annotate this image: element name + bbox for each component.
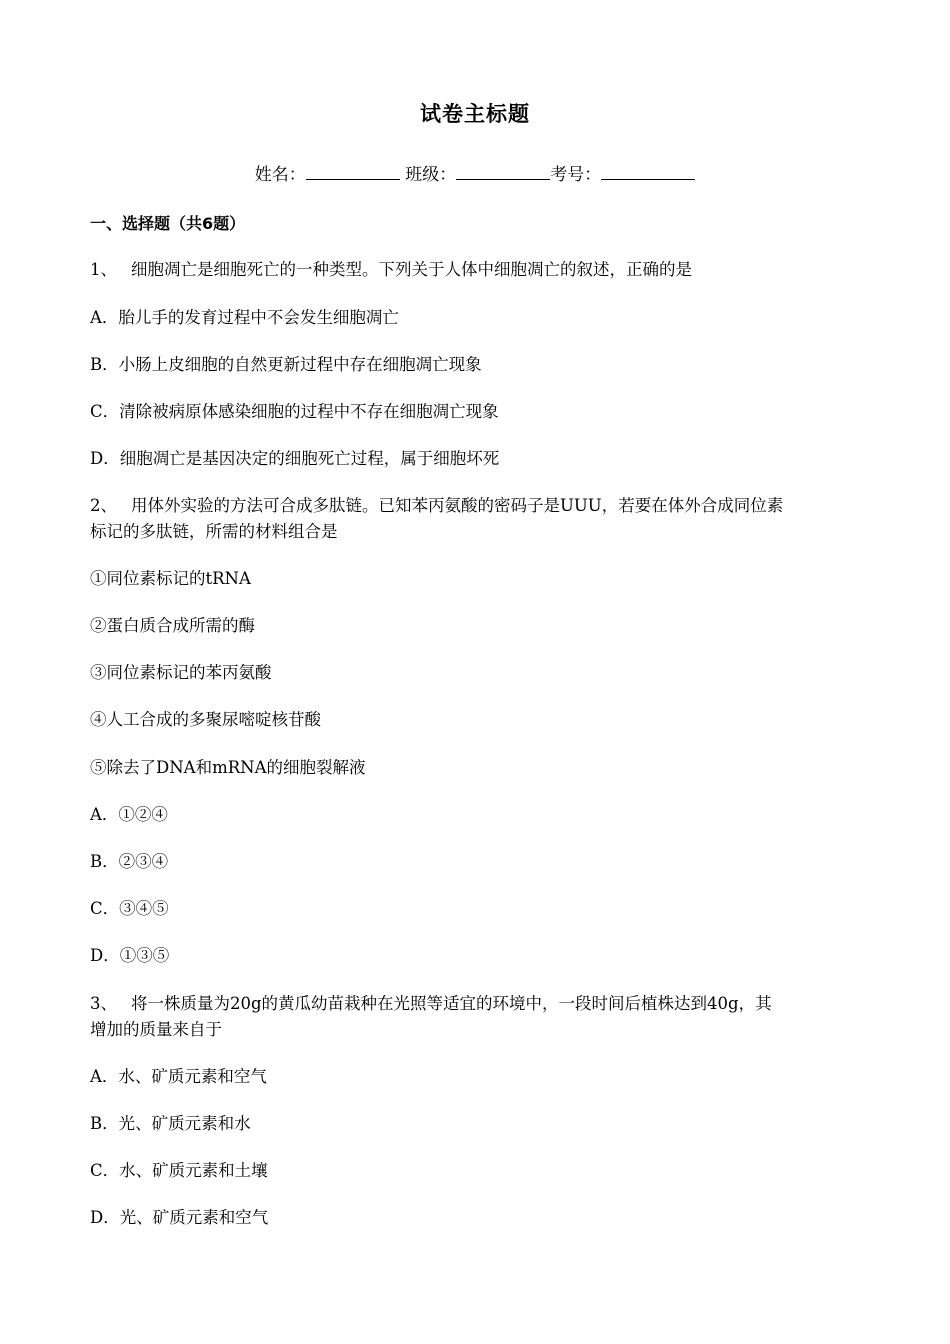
question-3-option-c[interactable]: C．水、矿质元素和土壤	[90, 1161, 268, 1180]
question-number: 1、	[90, 260, 117, 279]
question-2-item-3: ③同位素标记的苯丙氨酸	[90, 663, 272, 682]
exam-no-blank[interactable]	[601, 165, 695, 180]
question-1-option-d[interactable]: D．细胞凋亡是基因决定的细胞死亡过程，属于细胞坏死	[90, 449, 500, 468]
question-1-stem	[90, 257, 865, 283]
name-label: 姓名：	[254, 165, 306, 185]
name-blank[interactable]	[306, 165, 400, 180]
question-3-option-a[interactable]: A．水、矿质元素和空气	[90, 1067, 267, 1086]
class-label: 班级：	[405, 165, 457, 185]
section-heading: 一、选择题（共6题）	[90, 214, 246, 233]
question-text: 将一株质量为20g的黄瓜幼苗栽种在光照等适宜的环境中，一段时间后植株达到40g，其	[131, 994, 772, 1013]
question-3-stem-line-1	[90, 991, 865, 1017]
question-2-item-1: ①同位素标记的tRNA	[90, 569, 251, 588]
student-info-row	[0, 160, 950, 185]
question-2-option-b[interactable]: B．②③④	[90, 852, 169, 871]
question-2-stem-line-2: 标记的多肽链，所需的材料组合是	[90, 522, 338, 541]
question-2-option-c[interactable]: C．③④⑤	[90, 899, 169, 918]
class-blank[interactable]	[456, 165, 550, 180]
question-2-option-d[interactable]: D．①③⑤	[90, 946, 170, 965]
question-text: 细胞凋亡是细胞死亡的一种类型。下列关于人体中细胞凋亡的叙述，正确的是	[131, 260, 692, 279]
question-3-option-d[interactable]: D．光、矿质元素和空气	[90, 1208, 269, 1227]
question-3-option-b[interactable]: B．光、矿质元素和水	[90, 1114, 251, 1133]
question-3-stem-line-2: 增加的质量来自于	[90, 1020, 222, 1039]
question-2-stem-line-1	[90, 493, 865, 519]
question-2-item-2: ②蛋白质合成所需的酶	[90, 616, 255, 635]
page-title: 试卷主标题	[420, 102, 530, 126]
question-2-item-5: ⑤除去了DNA和mRNA的细胞裂解液	[90, 758, 366, 777]
question-1-option-c[interactable]: C．清除被病原体感染细胞的过程中不存在细胞凋亡现象	[90, 402, 499, 421]
question-1-option-a[interactable]: A．胎儿手的发育过程中不会发生细胞凋亡	[90, 308, 399, 327]
exam-no-label: 考号：	[550, 165, 602, 185]
question-2-item-4: ④人工合成的多聚尿嘧啶核苷酸	[90, 710, 321, 729]
question-text: 用体外实验的方法可合成多肽链。已知苯丙氨酸的密码子是UUU，若要在体外合成同位素	[131, 496, 784, 515]
question-1-option-b[interactable]: B．小肠上皮细胞的自然更新过程中存在细胞凋亡现象	[90, 355, 482, 374]
question-number: 2、	[90, 496, 117, 515]
question-2-option-a[interactable]: A．①②④	[90, 805, 168, 824]
question-number: 3、	[90, 994, 117, 1013]
